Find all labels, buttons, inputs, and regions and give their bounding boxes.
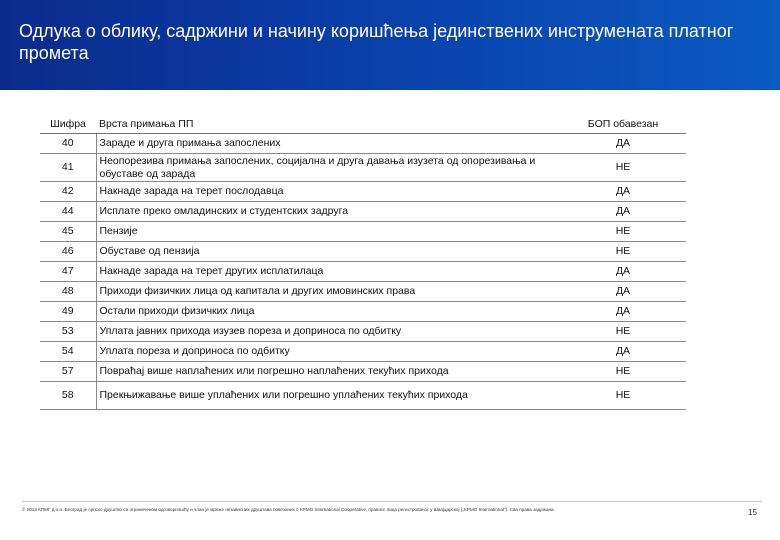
row-bop: ДА <box>560 342 686 362</box>
row-type: Накнаде зарада на терет послодавца <box>96 182 560 202</box>
column-header-code: Шифра <box>40 114 96 134</box>
row-bop: НЕ <box>560 242 686 262</box>
table-row <box>40 182 686 202</box>
footer-divider <box>22 501 762 502</box>
row-code: 53 <box>40 322 96 342</box>
row-code: 48 <box>40 282 96 302</box>
footer-copyright: © 2013 КПМГ д.о.о. Београд је српско друштво са ограниченом одговорношћу и члан је мреже независних друштава повезаних с KPMG International Cooperative, правног лица регистрованог у Швајцарској („KPMG International"). Сва права задржана. <box>22 507 555 512</box>
row-type: Неопорезива примања запослених, социјална и друга давања изузета од опорезивања и обуставе од зарада <box>96 154 560 182</box>
row-code: 46 <box>40 242 96 262</box>
table-row <box>40 202 686 222</box>
row-bop: ДА <box>560 262 686 282</box>
column-header-bop: БОП обавезан <box>560 114 686 134</box>
row-type: Обуставе од пензија <box>96 242 560 262</box>
row-type: Остали приходи физичких лица <box>96 302 560 322</box>
table-row <box>40 134 686 154</box>
row-type: Исплате преко омладинских и студентских задруга <box>96 202 560 222</box>
table-row <box>40 282 686 302</box>
row-bop: ДА <box>560 302 686 322</box>
row-type: Пензије <box>96 222 560 242</box>
table-row <box>40 342 686 362</box>
row-code: 57 <box>40 362 96 382</box>
payment-types-table <box>40 114 686 410</box>
row-type: Повраћај више наплаћених или погрешно наплаћених текућих прихода <box>96 362 560 382</box>
row-type: Зараде и друга примања запослених <box>96 134 560 154</box>
table-row <box>40 302 686 322</box>
table-row <box>40 322 686 342</box>
table-header-row <box>40 114 686 134</box>
row-type: Уплата пореза и доприноса по одбитку <box>96 342 560 362</box>
row-bop: НЕ <box>560 362 686 382</box>
row-code: 47 <box>40 262 96 282</box>
row-type: Прекњижавање више уплаћених или погрешно уплаћених текућих прихода <box>96 382 560 410</box>
table-row <box>40 362 686 382</box>
table-row <box>40 262 686 282</box>
row-bop: ДА <box>560 202 686 222</box>
row-code: 49 <box>40 302 96 322</box>
table-row <box>40 222 686 242</box>
table-row <box>40 242 686 262</box>
row-code: 40 <box>40 134 96 154</box>
table-row <box>40 154 686 182</box>
row-code: 41 <box>40 154 96 182</box>
row-code: 45 <box>40 222 96 242</box>
row-bop: НЕ <box>560 222 686 242</box>
row-bop: НЕ <box>560 382 686 410</box>
row-bop: ДА <box>560 182 686 202</box>
row-code: 58 <box>40 382 96 410</box>
page-number: 15 <box>748 508 757 517</box>
row-code: 54 <box>40 342 96 362</box>
row-code: 44 <box>40 202 96 222</box>
row-code: 42 <box>40 182 96 202</box>
column-header-type: Врста примања ПП <box>96 114 560 134</box>
row-bop: НЕ <box>560 154 686 182</box>
row-type: Накнаде зарада на терет других исплатилаца <box>96 262 560 282</box>
row-type: Уплата јавних прихода изузев пореза и доприноса по одбитку <box>96 322 560 342</box>
slide-header <box>0 0 780 90</box>
slide-title: Одлука о облику, садржини и начину коришћења јединствених инструмената платног промета <box>19 21 734 63</box>
row-bop: ДА <box>560 282 686 302</box>
row-bop: НЕ <box>560 322 686 342</box>
table-row <box>40 382 686 410</box>
row-bop: ДА <box>560 134 686 154</box>
row-type: Приходи физичких лица од капитала и других имовинских права <box>96 282 560 302</box>
